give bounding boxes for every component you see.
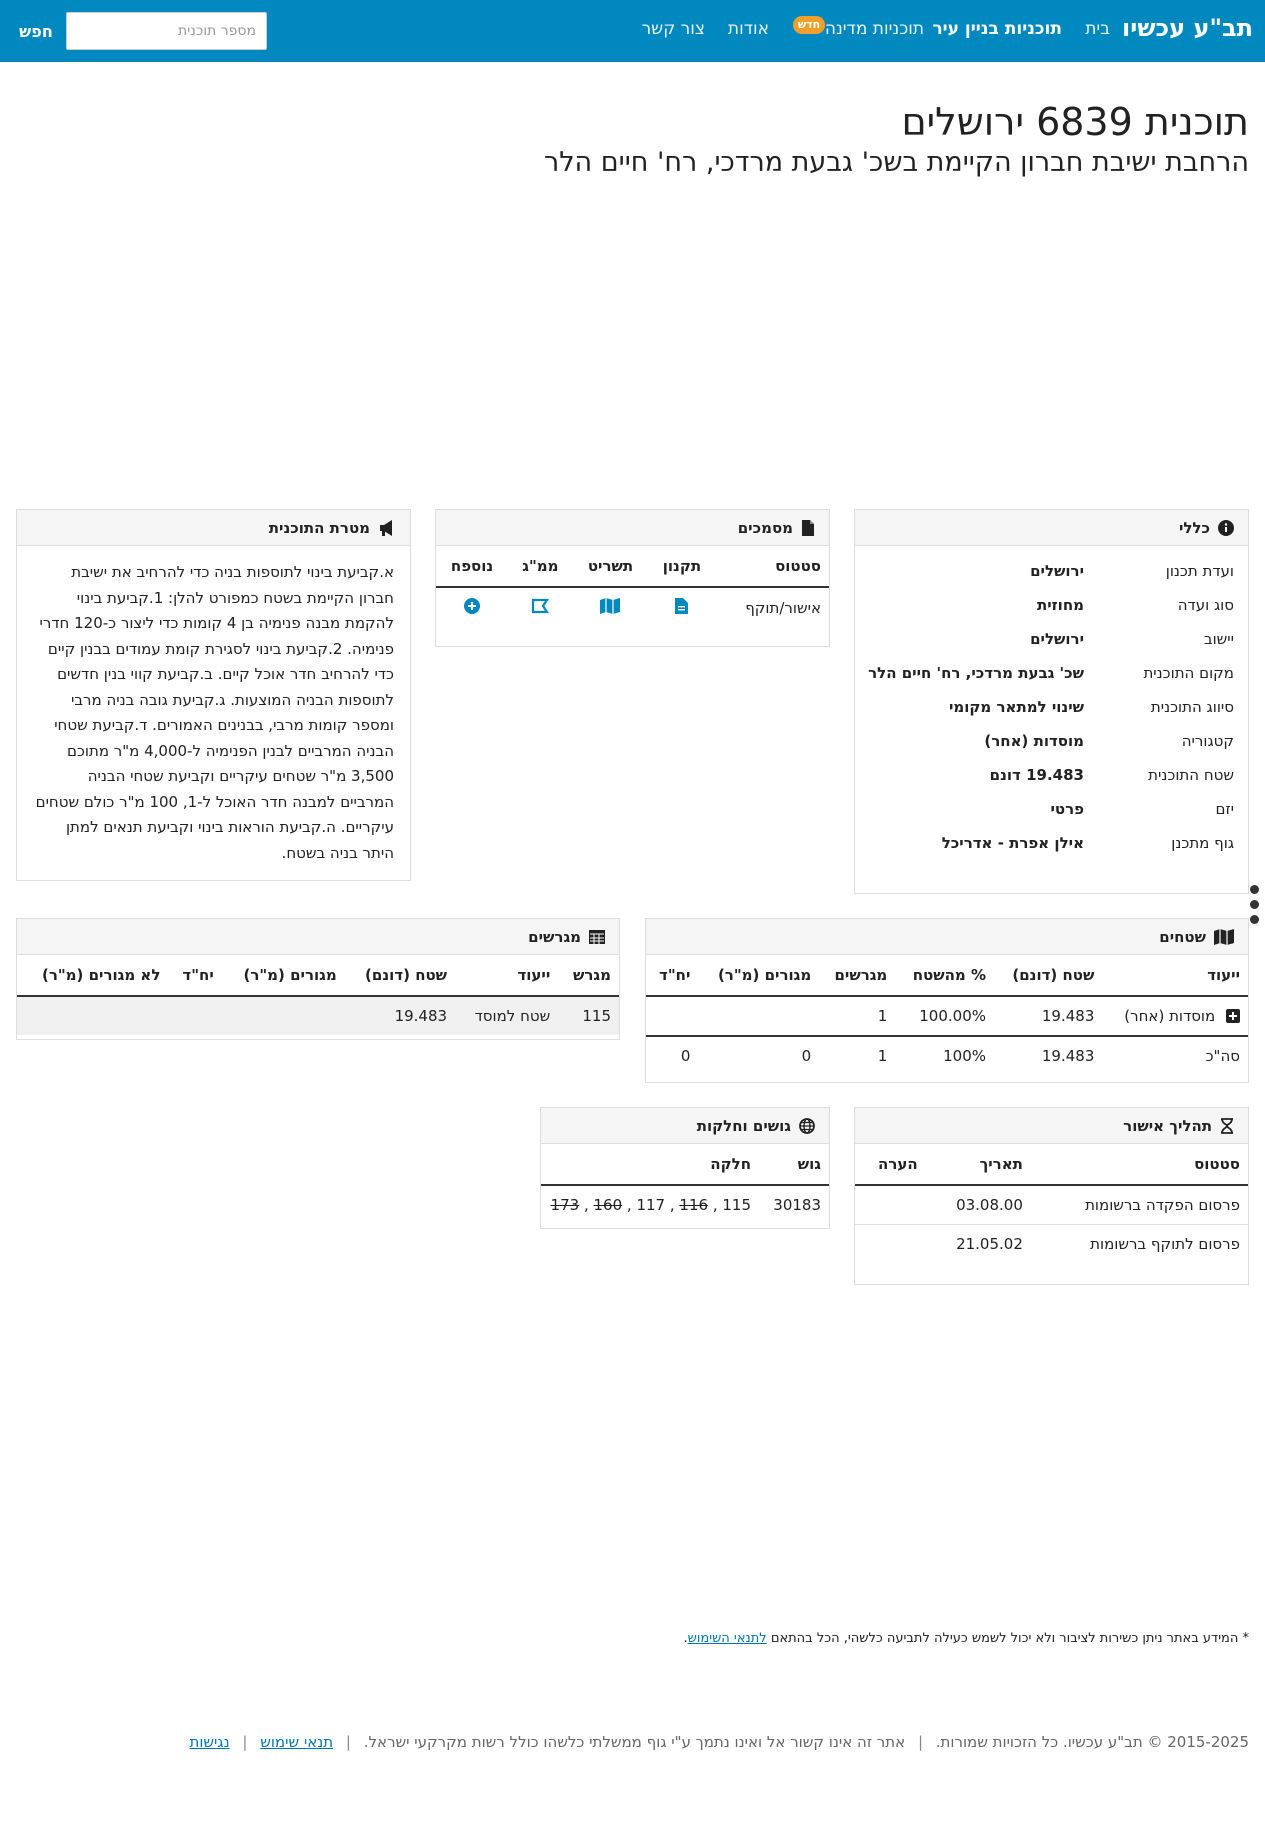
map-icon[interactable] bbox=[600, 598, 620, 614]
search-button[interactable]: חפש bbox=[12, 12, 60, 50]
general-row-label: מקום התוכנית bbox=[1143, 664, 1234, 682]
nav-home[interactable]: בית bbox=[1085, 19, 1110, 39]
areas-area: 19.483 bbox=[1041, 1007, 1095, 1025]
approval-status: פרסום לתוקף ברשומות bbox=[1031, 1225, 1248, 1264]
top-navbar bbox=[0, 0, 1265, 62]
doc-col-map: תשריט bbox=[573, 546, 649, 587]
total-residential: 0 bbox=[698, 1036, 819, 1075]
areas-table bbox=[646, 955, 1248, 1075]
areas-col-lots: מגרשים bbox=[819, 955, 895, 996]
globe-icon bbox=[799, 1118, 815, 1134]
plus-circle-icon[interactable] bbox=[464, 598, 480, 614]
plot-separator: , bbox=[579, 1196, 594, 1214]
plot-number: 116 bbox=[679, 1196, 709, 1214]
areas-col-residential: מגורים (מ"ר) bbox=[698, 955, 819, 996]
table-icon bbox=[589, 930, 605, 944]
doc-col-regulations: תקנון bbox=[648, 546, 715, 587]
doc-status: אישור/תוקף bbox=[745, 599, 821, 617]
disclaimer-note bbox=[683, 1631, 1249, 1646]
expand-plus-icon[interactable] bbox=[1226, 1009, 1240, 1023]
total-label: סה"כ bbox=[1102, 1036, 1248, 1075]
footer-separator: | bbox=[917, 1733, 923, 1751]
copyright-text: 2015-2025 © תב"ע עכשיו. כל הזכויות שמורות. bbox=[935, 1733, 1249, 1751]
parcels-panel-title: גושים וחלקות bbox=[696, 1116, 791, 1135]
plot-separator: , bbox=[622, 1196, 637, 1214]
areas-use-cell[interactable] bbox=[1102, 996, 1248, 1036]
areas-col-units: יח"ד bbox=[646, 955, 698, 996]
plan-goal-panel bbox=[16, 509, 411, 881]
areas-use: מוסדות (אחר) bbox=[1124, 1007, 1216, 1025]
map-link[interactable] bbox=[573, 587, 649, 628]
file-text-icon[interactable] bbox=[675, 598, 688, 614]
documents-panel-title: מסמכים bbox=[737, 518, 793, 537]
regulations-link[interactable] bbox=[648, 587, 715, 628]
approval-panel bbox=[854, 1107, 1249, 1285]
areas-lots: 1 bbox=[877, 1007, 888, 1025]
parcels-col-block: גוש bbox=[759, 1144, 829, 1185]
doc-col-gis: ממ"ג bbox=[508, 546, 573, 587]
general-row-label: יישוב bbox=[1203, 630, 1234, 648]
approval-panel-title: תהליך אישור bbox=[1123, 1116, 1212, 1135]
approval-date: 21.05.02 bbox=[926, 1225, 1031, 1264]
lot-use: שטח למוסד bbox=[455, 996, 558, 1035]
general-row-label: סיווג התוכנית bbox=[1150, 698, 1234, 716]
plan-goal-title: מטרת התוכנית bbox=[268, 518, 370, 537]
areas-col-percent: % מהשטח bbox=[895, 955, 994, 996]
plan-search-input[interactable] bbox=[66, 12, 267, 50]
lots-panel-title: מגרשים bbox=[528, 927, 581, 946]
block-number: 30183 bbox=[773, 1196, 821, 1214]
indicator-dot[interactable] bbox=[1250, 915, 1259, 924]
lots-panel-heading bbox=[17, 919, 619, 955]
plan-goal-text: א.קביעת בינוי לתוספות בניה כדי להרחיב את ישיבת חברון הקיימת בשטח כמפורט להלן: 1.קביעת בינוי להקמת מבנה פנימיה בן 4 קומות כדי ליצור כ-120 חדרי פנימיה. 2.קביעת בינוי לסגירת קומת עמודים בבנין קיים כדי להרחיב חדר אוכל קיים. ב.קביעת קווי בנין חדשים לתוספות הבניה המוצעות. ג.קביעת גובה בניה מרבי ומספר קומות מרבי, בבנינים האמורים. ד.קביעת שטחי הבניה המרביים לבנין הפנימיה ל-4,000 מ"ר מתוכם 3,500 מ"ר שטחים עיקריים וקביעת שטחי הבניה המרביים למבנה חדר האוכל ל-1, 100 מ"ר כולם שטחים עיקריים. ה.קביעת הוראות בינוי וקביעת תנאים למתן היתר בניה בשטח. bbox=[35, 563, 394, 862]
footer-disclaimer: אתר זה אינו קשור אל ואינו נתמך ע"י גוף ממשלתי כלשהו כולל רשות מקרקעי ישראל. bbox=[363, 1733, 906, 1751]
general-row-value: ירושלים bbox=[1030, 562, 1084, 580]
lots-col-lot: מגרש bbox=[558, 955, 619, 996]
total-area: 19.483 bbox=[994, 1036, 1102, 1075]
approval-note bbox=[855, 1185, 926, 1225]
general-row-value: ירושלים bbox=[1030, 630, 1084, 648]
approval-panel-heading bbox=[855, 1108, 1248, 1144]
lot-units bbox=[168, 996, 221, 1035]
areas-col-area: שטח (דונם) bbox=[994, 955, 1102, 996]
approval-date: 03.08.00 bbox=[956, 1196, 1023, 1214]
info-icon bbox=[1218, 520, 1234, 536]
page-title: תוכנית 6839 ירושלים bbox=[901, 100, 1249, 144]
lot-residential bbox=[222, 996, 345, 1035]
general-row-value: 19.483 דונם bbox=[989, 766, 1084, 784]
table-row bbox=[541, 1185, 829, 1224]
polygon-icon[interactable] bbox=[531, 598, 549, 614]
areas-residential bbox=[698, 996, 819, 1036]
footer bbox=[189, 1733, 1249, 1751]
doc-col-status: סטטוס bbox=[716, 546, 829, 587]
documents-table bbox=[436, 546, 829, 628]
plot-number: 173 bbox=[550, 1196, 580, 1214]
lots-col-use: ייעוד bbox=[455, 955, 558, 996]
parcels-col-plot: חלקה bbox=[541, 1144, 759, 1185]
lot-number: 115 bbox=[558, 996, 619, 1035]
general-row bbox=[855, 826, 1248, 860]
parcels-table bbox=[541, 1144, 829, 1224]
general-row bbox=[855, 758, 1248, 792]
plot-separator: , bbox=[708, 1196, 723, 1214]
general-row-value: מוסדות (אחר) bbox=[984, 732, 1084, 750]
doc-col-appendix: נוספח bbox=[436, 546, 508, 587]
scroll-indicator[interactable] bbox=[1249, 885, 1259, 930]
site-brand[interactable]: תב"ע עכשיו bbox=[1122, 14, 1253, 42]
general-table bbox=[855, 554, 1248, 860]
areas-panel-heading bbox=[646, 919, 1248, 955]
nav-contact[interactable]: צור קשר bbox=[641, 19, 705, 39]
total-percent: 100% bbox=[895, 1036, 994, 1075]
general-row-label: שטח התוכנית bbox=[1148, 766, 1234, 784]
table-row bbox=[855, 1225, 1248, 1264]
nav-about[interactable]: אודות bbox=[727, 19, 769, 39]
lots-col-residential: מגורים (מ"ר) bbox=[222, 955, 345, 996]
lot-area: 19.483 bbox=[345, 996, 455, 1035]
file-icon bbox=[801, 520, 815, 536]
general-row bbox=[855, 554, 1248, 588]
approval-table bbox=[855, 1144, 1248, 1263]
plot-number: 115 bbox=[722, 1196, 751, 1214]
map-icon bbox=[1214, 929, 1234, 945]
general-row-value: מחוזית bbox=[1037, 596, 1084, 614]
approval-note bbox=[855, 1225, 926, 1264]
approval-col-date: תאריך bbox=[926, 1144, 1031, 1185]
lots-col-area: שטח (דונם) bbox=[345, 955, 455, 996]
general-row bbox=[855, 690, 1248, 724]
general-panel bbox=[854, 509, 1249, 894]
parcels-panel bbox=[540, 1107, 830, 1229]
terms-link[interactable]: לתנאי השימוש bbox=[687, 1631, 767, 1646]
general-row-label: גוף מתכנן bbox=[1171, 834, 1234, 852]
table-row bbox=[855, 1185, 1248, 1225]
plot-list bbox=[541, 1185, 759, 1224]
areas-col-use: ייעוד bbox=[1102, 955, 1248, 996]
general-row bbox=[855, 792, 1248, 826]
approval-status: פרסום הפקדה ברשומות bbox=[1085, 1196, 1240, 1214]
total-units: 0 bbox=[646, 1036, 698, 1075]
general-panel-title: כללי bbox=[1178, 518, 1210, 537]
lots-panel bbox=[16, 918, 620, 1040]
areas-percent: 100.00% bbox=[919, 1007, 986, 1025]
documents-panel bbox=[435, 509, 830, 647]
indicator-dot[interactable] bbox=[1250, 885, 1259, 894]
documents-panel-heading bbox=[436, 510, 829, 546]
approval-col-note: הערה bbox=[855, 1144, 926, 1185]
plot-separator: , bbox=[665, 1196, 680, 1214]
footer-separator: | bbox=[345, 1733, 351, 1751]
bullhorn-icon bbox=[378, 520, 396, 536]
general-row-label: קטגוריה bbox=[1181, 732, 1234, 750]
footer-accessibility-link[interactable]: נגישות bbox=[189, 1733, 230, 1751]
general-row-value: פרטי bbox=[1050, 800, 1084, 818]
areas-panel-title: שטחים bbox=[1159, 927, 1206, 946]
totals-row bbox=[646, 1036, 1248, 1075]
general-panel-heading bbox=[855, 510, 1248, 546]
plot-number: 160 bbox=[593, 1196, 623, 1214]
general-row bbox=[855, 656, 1248, 690]
disclaimer-text: * המידע באתר ניתן כשירות לציבור ולא יכול לשמש כעילה לתביעה כלשהי, הכל בהתאם bbox=[770, 1631, 1249, 1646]
disclaimer-end: . bbox=[683, 1631, 688, 1646]
general-row-label: יזם bbox=[1215, 800, 1234, 818]
page-subtitle: הרחבת ישיבת חברון הקיימת בשכ' גבעת מרדכי, רח' חיים הלר bbox=[543, 147, 1249, 178]
hourglass-icon bbox=[1220, 1118, 1234, 1134]
parcels-panel-heading bbox=[541, 1108, 829, 1144]
lot-nonresidential bbox=[17, 996, 168, 1035]
table-row bbox=[646, 996, 1248, 1036]
footer-terms-link[interactable]: תנאי שימוש bbox=[260, 1733, 334, 1751]
general-row-label: סוג ועדה bbox=[1177, 596, 1234, 614]
lots-table bbox=[17, 955, 619, 1035]
general-row bbox=[855, 588, 1248, 622]
approval-col-status: סטטוס bbox=[1031, 1144, 1248, 1185]
nav-city-plans[interactable]: תוכניות בניין עיר bbox=[932, 19, 1062, 39]
general-row bbox=[855, 724, 1248, 758]
table-row bbox=[17, 996, 619, 1035]
areas-panel bbox=[645, 918, 1249, 1083]
table-row bbox=[436, 587, 829, 628]
general-row-value: שינוי למתאר מקומי bbox=[948, 698, 1084, 716]
areas-units bbox=[646, 996, 698, 1036]
general-row bbox=[855, 622, 1248, 656]
plot-number: 117 bbox=[636, 1196, 666, 1214]
new-badge: חדש bbox=[793, 16, 825, 34]
total-lots: 1 bbox=[819, 1036, 895, 1075]
nav-national-plans[interactable]: תוכניות מדינה bbox=[824, 19, 924, 39]
lots-col-nonresidential: לא מגורים (מ"ר) bbox=[17, 955, 168, 996]
footer-separator: | bbox=[242, 1733, 248, 1751]
lots-col-units: יח"ד bbox=[168, 955, 221, 996]
plan-goal-heading bbox=[17, 510, 410, 546]
indicator-dot[interactable] bbox=[1250, 900, 1259, 909]
gis-link[interactable] bbox=[508, 587, 573, 628]
general-row-value: שכ' גבעת מרדכי, רח' חיים הלר bbox=[868, 664, 1084, 682]
appendix-link[interactable] bbox=[436, 587, 508, 628]
general-row-label: ועדת תכנון bbox=[1165, 562, 1234, 580]
general-row-value: אילן אפרת - אדריכל bbox=[941, 834, 1084, 852]
